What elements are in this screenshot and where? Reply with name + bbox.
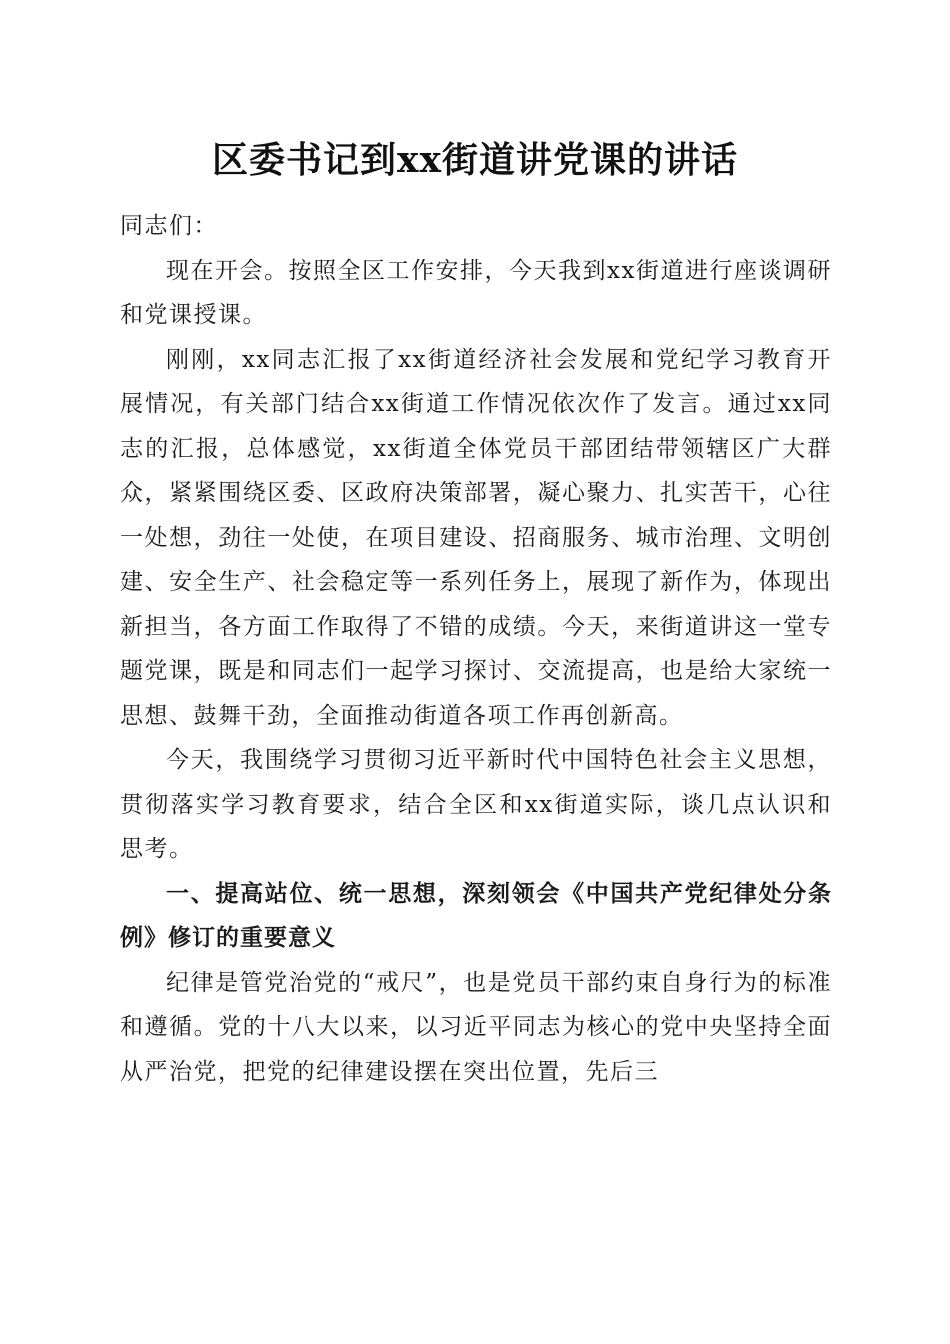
paragraph-opening: 现在开会。按照全区工作安排，今天我到xx街道进行座谈调研和党课授课。 [120, 257, 832, 328]
paragraph-topic: 今天，我围绕学习贯彻习近平新时代中国特色社会主义思想，贯彻落实学习教育要求，结合全区和xx街道实际，谈几点认识和思考。 [120, 747, 832, 862]
section-heading: 一、提高站位、统一思想，深刻领会《中国共产党纪律处分条例》修订的重要意义 [120, 880, 832, 951]
paragraph-report: 刚刚，xx同志汇报了xx街道经济社会发展和党纪学习教育开展情况，有关部门结合xx街道工作情况依次作了发言。通过xx同志的汇报，总体感觉，xx街道全体党员干部团结带领辖区广大群众，紧紧围绕区委、区政府决策部署，凝心聚力、扎实苦干，心往一处想，劲往一处使，在项目建设、招商服务、城市治理、文明创建、安全生产、社会稳定等一系列任务上，展现了新作为，体现出新担当，各方面工作取得了不错的成绩。今天，来街道讲这一堂专题党课，既是和同志们一起学习探讨、交流提高，也是给大家统一思想、鼓舞干劲，全面推动街道各项工作再创新高。 [120, 346, 832, 729]
document-body [120, 204, 832, 1094]
document-title: 区委书记到xx街道讲党课的讲话 [212, 139, 738, 181]
section-paragraph: 纪律是管党治党的“戒尺”，也是党员干部约束自身行为的标准和遵循。党的十八大以来，以习近平同志为核心的党中央坚持全面从严治党，把党的纪律建设摆在突出位置，先后三 [120, 969, 832, 1085]
salutation: 同志们： [120, 213, 218, 239]
